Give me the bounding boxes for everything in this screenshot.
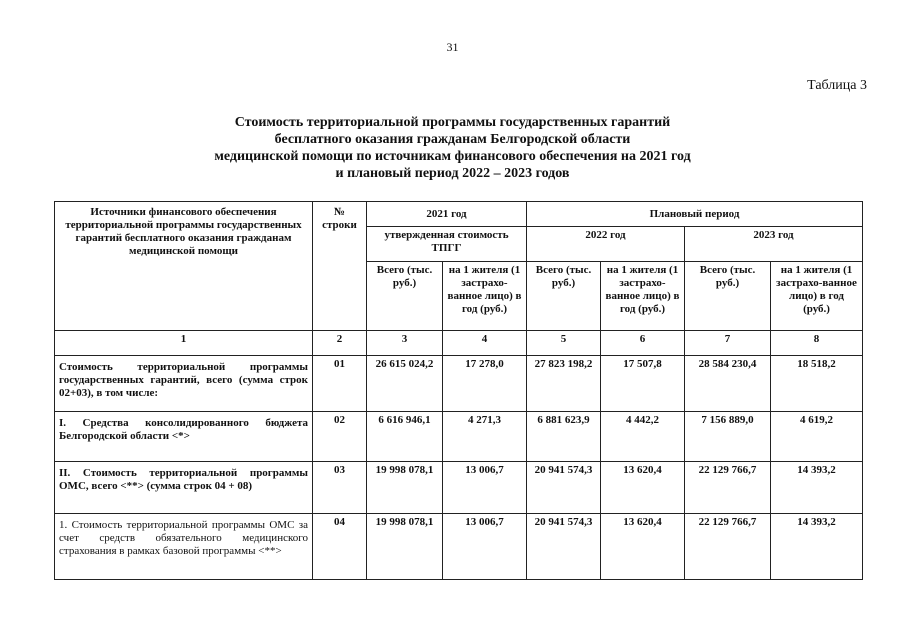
column-number: 6	[601, 331, 685, 356]
cell-value: 17 507,8	[601, 356, 685, 412]
row-code: 04	[313, 514, 367, 580]
table-row	[55, 356, 863, 412]
cell-value: 13 620,4	[601, 462, 685, 514]
title-line: Стоимость территориальной программы государственных гарантий	[234, 115, 671, 130]
header-per-resident: на 1 жителя (1 застрахо-ванное лицо) в год (руб.)	[443, 262, 527, 331]
cell-value: 19 998 078,1	[367, 514, 443, 580]
title-line: бесплатного оказания гражданам Белгородской области	[274, 132, 631, 147]
cell-value: 4 442,2	[601, 412, 685, 462]
column-number: 1	[55, 331, 313, 356]
cell-value: 13 620,4	[601, 514, 685, 580]
header-total: Всего (тыс. руб.)	[527, 262, 601, 331]
cell-value: 17 278,0	[443, 356, 527, 412]
title-line: медицинской помощи по источникам финансового обеспечения на 2021 год	[214, 149, 691, 164]
header-planned-period: Плановый период	[527, 202, 863, 227]
header-2021: 2021 год	[367, 202, 527, 227]
cell-value: 28 584 230,4	[685, 356, 771, 412]
cell-value: 27 823 198,2	[527, 356, 601, 412]
table-row	[55, 514, 863, 580]
header-per-resident: на 1 жителя (1 застрахо-ванное лицо) в год (руб.)	[771, 262, 863, 331]
cell-value: 14 393,2	[771, 462, 863, 514]
header-2023: 2023 год	[685, 227, 863, 262]
cell-value: 18 518,2	[771, 356, 863, 412]
financing-table	[54, 201, 863, 580]
cell-value: 26 615 024,2	[367, 356, 443, 412]
cell-value: 19 998 078,1	[367, 462, 443, 514]
column-number: 8	[771, 331, 863, 356]
cell-value: 22 129 766,7	[685, 514, 771, 580]
page-number: 31	[446, 40, 459, 54]
column-number: 7	[685, 331, 771, 356]
table-row	[55, 462, 863, 514]
cell-value: 13 006,7	[443, 462, 527, 514]
column-number: 5	[527, 331, 601, 356]
cell-value: 4 619,2	[771, 412, 863, 462]
cell-value: 6 616 946,1	[367, 412, 443, 462]
cell-value: 4 271,3	[443, 412, 527, 462]
row-code: 01	[313, 356, 367, 412]
column-number: 2	[313, 331, 367, 356]
cell-value: 22 129 766,7	[685, 462, 771, 514]
column-number-row	[55, 331, 863, 356]
cell-value: 20 941 574,3	[527, 462, 601, 514]
header-2022: 2022 год	[527, 227, 685, 262]
document-title	[0, 114, 905, 182]
cell-value: 20 941 574,3	[527, 514, 601, 580]
header-row	[55, 202, 863, 227]
column-number: 3	[367, 331, 443, 356]
header-per-resident: на 1 жителя (1 застрахо-ванное лицо) в год (руб.)	[601, 262, 685, 331]
title-line: и плановый период 2022 – 2023 годов	[335, 166, 570, 181]
cell-value: 14 393,2	[771, 514, 863, 580]
cell-value: 6 881 623,9	[527, 412, 601, 462]
cell-value: 13 006,7	[443, 514, 527, 580]
row-code: 02	[313, 412, 367, 462]
table-label: Таблица 3	[807, 78, 867, 93]
row-source: Стоимость территориальной программы государственных гарантий, всего (сумма строк 02+03), в том числе:	[55, 356, 313, 412]
header-approved-cost: утвержденная стоимость ТПГГ	[367, 227, 527, 262]
row-source: II. Стоимость территориальной программы ОМС, всего <**> (сумма строк 04 + 08)	[55, 462, 313, 514]
header-total: Всего (тыс. руб.)	[685, 262, 771, 331]
column-number: 4	[443, 331, 527, 356]
row-source: 1. Стоимость территориальной программы ОМС за счет средств обязательного медицинского страхования в рамках базовой программы <**>	[55, 514, 313, 580]
row-code: 03	[313, 462, 367, 514]
row-source: I. Средства консолидированного бюджета Белгородской области <*>	[55, 412, 313, 462]
header-total: Всего (тыс. руб.)	[367, 262, 443, 331]
header-source: Источники финансового обеспечения территориальной программы государственных гарантий бесплатного оказания гражданам медицинской помощи	[55, 202, 313, 331]
table-row	[55, 412, 863, 462]
cell-value: 7 156 889,0	[685, 412, 771, 462]
header-row-number: № строки	[313, 202, 367, 331]
